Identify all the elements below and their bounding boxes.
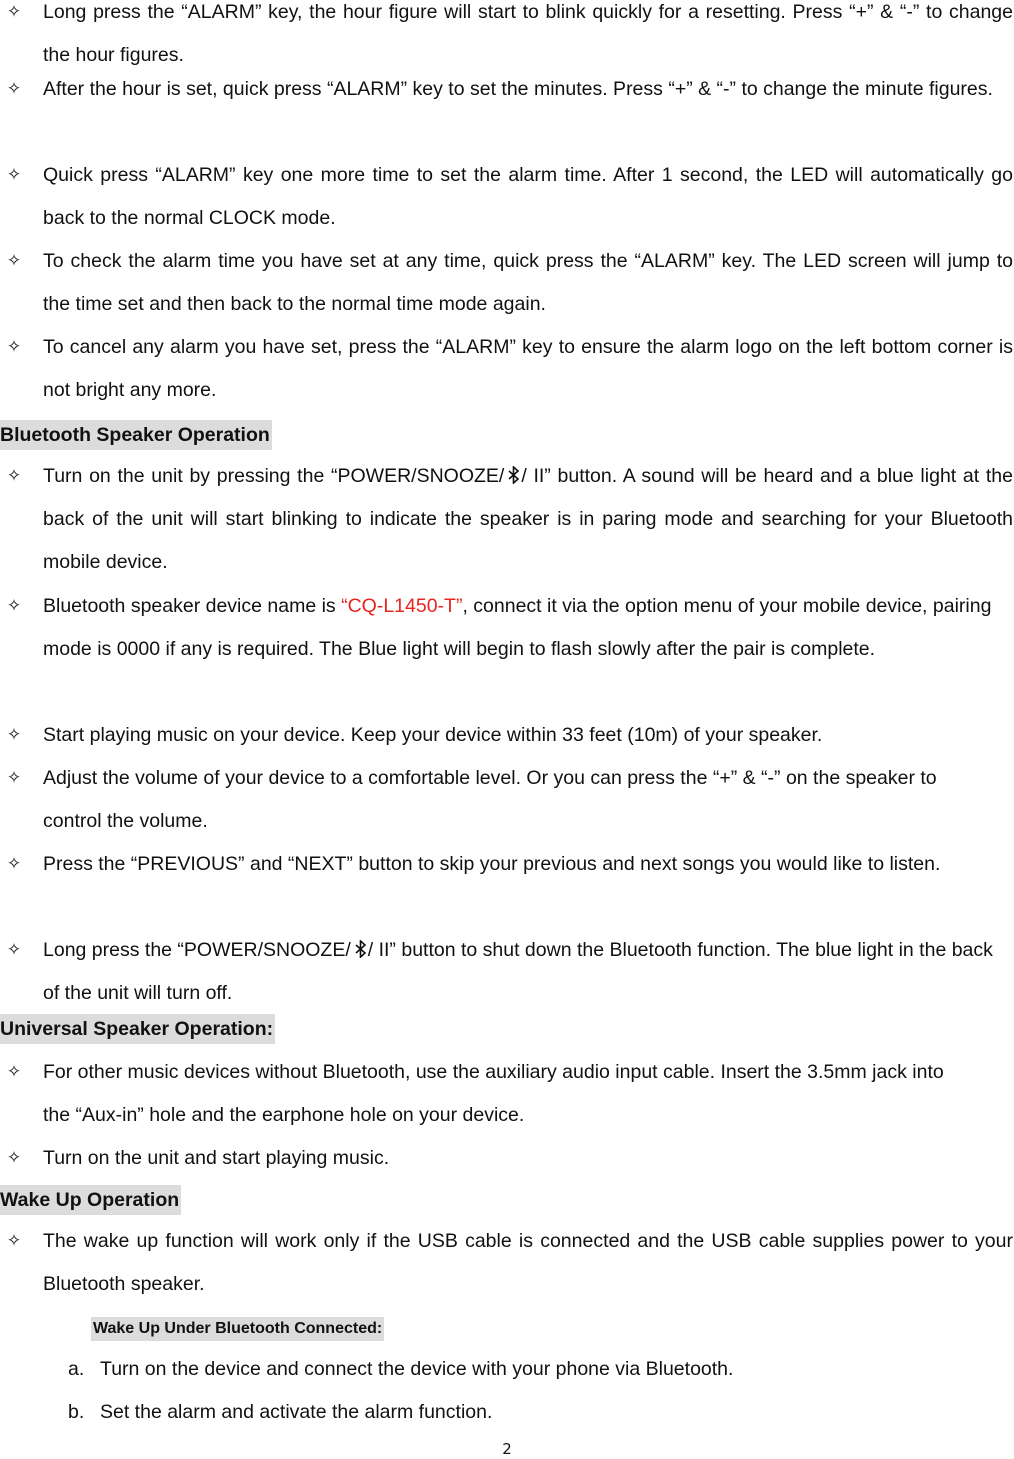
diamond-bullet-icon: ✧ xyxy=(6,854,22,874)
bullet-text: The wake up function will work only if the USB cable is connected and the USB cable supplies power to your Bluetooth speaker. xyxy=(43,1230,1013,1295)
wake-section-heading: Wake Up Operation xyxy=(0,1185,181,1215)
bullet-text: Quick press “ALARM” key one more time to set the alarm time. After 1 second, the LED will automatically go back to the normal CLOCK mode. xyxy=(43,164,1013,229)
diamond-bullet-icon: ✧ xyxy=(6,725,22,745)
bluetooth-bullet-device-name xyxy=(0,585,1014,671)
bullet-text: Turn on the unit and start playing music. xyxy=(43,1147,390,1169)
bluetooth-bullet-power-on xyxy=(0,455,1014,584)
universal-bullet-aux xyxy=(0,1051,1014,1137)
bullet-text: Start playing music on your device. Keep your device within 33 feet (10m) of your speaker. xyxy=(43,724,823,746)
bullet-text xyxy=(43,929,1008,1015)
diamond-bullet-icon: ✧ xyxy=(6,1148,22,1168)
page-number: 2 xyxy=(502,1440,512,1458)
wake-subheading: Wake Up Under Bluetooth Connected: xyxy=(91,1317,384,1341)
bullet-text: To cancel any alarm you have set, press the “ALARM” key to ensure the alarm logo on the left bottom corner is not bright any more. xyxy=(43,336,1013,401)
bullet-text xyxy=(43,585,1013,671)
bullet-text: Adjust the volume of your device to a comfortable level. Or you can press the “+” & “-” on the speaker to control the volume. xyxy=(43,767,937,832)
diamond-bullet-icon: ✧ xyxy=(6,79,22,99)
universal-bullet-play xyxy=(0,1137,1014,1180)
bullet-text-part: Bluetooth speaker device name is xyxy=(43,595,342,617)
step-text: Turn on the device and connect the device with your phone via Bluetooth. xyxy=(100,1358,734,1380)
bullet-text: Press the “PREVIOUS” and “NEXT” button to skip your previous and next songs you would like to listen. xyxy=(43,853,941,875)
diamond-bullet-icon: ✧ xyxy=(6,1231,22,1251)
bullet-text: To check the alarm time you have set at any time, quick press the “ALARM” key. The LED screen will jump to the time set and then back to the normal time mode again. xyxy=(43,250,1013,315)
wake-bullet-usb xyxy=(0,1220,1014,1306)
alarm-bullet-minutes xyxy=(0,68,1014,111)
bluetooth-section-heading: Bluetooth Speaker Operation xyxy=(0,420,272,450)
diamond-bullet-icon: ✧ xyxy=(6,940,22,960)
bullet-text-part: Long press the “POWER/SNOOZE/ xyxy=(43,939,351,961)
bluetooth-bullet-shutdown xyxy=(0,929,1014,1015)
bullet-text-part: , connect it via the option menu of your mobile device, pairing mode is 0000 if any is required. The Blue light will begin to flash slowly after the pair is complete. xyxy=(43,595,992,660)
bluetooth-bullet-start-music xyxy=(0,714,1014,757)
wake-step-a xyxy=(68,1348,733,1391)
diamond-bullet-icon: ✧ xyxy=(6,596,22,616)
diamond-bullet-icon: ✧ xyxy=(6,1062,22,1082)
step-text: Set the alarm and activate the alarm function. xyxy=(100,1401,493,1423)
bullet-text-part: / II” button. A sound will be heard and a blue light at the back of the unit will start blinking to indicate the speaker is in paring mode and searching for your Bluetooth mobile device. xyxy=(43,465,1013,573)
diamond-bullet-icon: ✧ xyxy=(6,768,22,788)
alarm-bullet-set-time xyxy=(0,154,1014,240)
wake-step-b xyxy=(68,1391,492,1434)
diamond-bullet-icon: ✧ xyxy=(6,337,22,357)
bluetooth-icon xyxy=(355,940,367,958)
alarm-bullet-hour xyxy=(0,0,1014,77)
diamond-bullet-icon: ✧ xyxy=(6,165,22,185)
bluetooth-bullet-skip xyxy=(0,843,1014,886)
diamond-bullet-icon: ✧ xyxy=(6,2,22,22)
bluetooth-bullet-volume xyxy=(0,757,1014,843)
bluetooth-icon xyxy=(508,466,520,484)
bullet-text-part: / II” button to shut down the Bluetooth function. The blue light in the back of the unit will turn off. xyxy=(43,939,993,1004)
bullet-text: After the hour is set, quick press “ALARM” key to set the minutes. Press “+” & “-” to change the minute figures. xyxy=(43,78,993,100)
diamond-bullet-icon: ✧ xyxy=(6,251,22,271)
bullet-text: Long press the “ALARM” key, the hour figure will start to blink quickly for a resetting. Press “+” & “-” to change the hour figures. xyxy=(43,1,1013,66)
device-name: “CQ-L1450-T” xyxy=(341,595,463,617)
bullet-text: For other music devices without Bluetooth, use the auxiliary audio input cable. Insert the 3.5mm jack into the “Aux-in” hole and the earphone hole on your device. xyxy=(43,1061,944,1126)
bullet-text xyxy=(43,455,1013,584)
diamond-bullet-icon: ✧ xyxy=(6,466,22,486)
alarm-bullet-check xyxy=(0,240,1014,326)
bullet-text-part: Turn on the unit by pressing the “POWER/SNOOZE/ xyxy=(43,465,505,487)
step-label: a. xyxy=(68,1358,85,1380)
step-label: b. xyxy=(68,1401,85,1423)
universal-section-heading: Universal Speaker Operation: xyxy=(0,1014,275,1044)
alarm-bullet-cancel xyxy=(0,326,1014,412)
